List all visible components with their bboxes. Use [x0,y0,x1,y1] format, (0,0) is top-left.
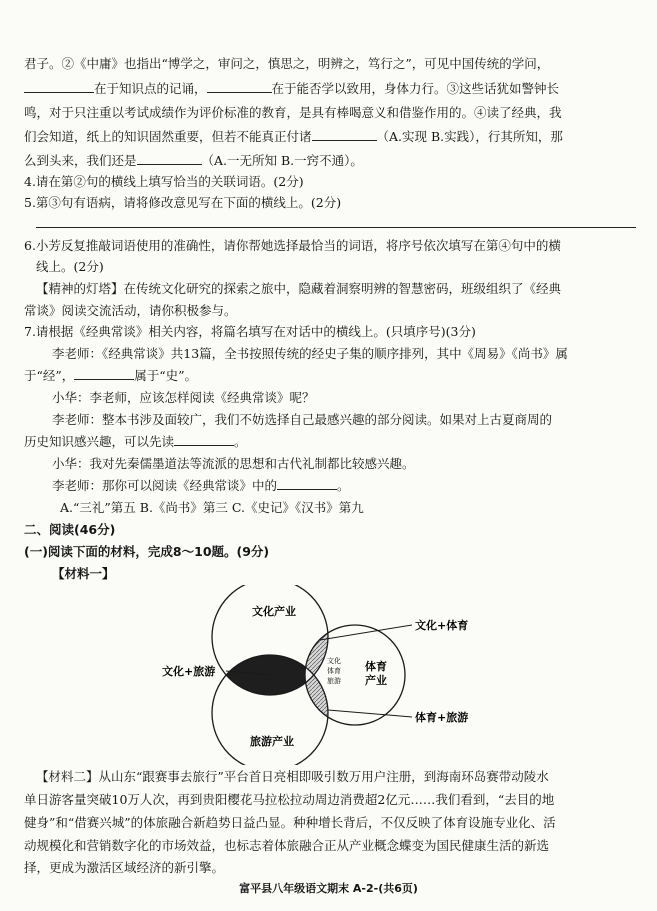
text-line-3 [24,104,562,122]
sports-label: 体育 [365,660,387,673]
right-top-pointer-line [320,625,412,640]
text-line-4 [24,128,563,146]
material-1-label: 【材料一】 [52,566,115,581]
section-intro [36,280,561,298]
answer-blank[interactable] [174,433,234,446]
question-4: 4.请在第②句的横线上填写恰当的关联词语。(2分) [24,174,304,189]
culture-label: 文化产业 [252,605,296,618]
options: A.“三礼”第五 B.《尚书》第三 C.《史记》《汉书》第九 [60,500,364,515]
page-footer: 富平县八年级语文期末 A-2-(共6页) [239,882,418,895]
text-segment: 。 [337,478,350,493]
material-2-line-4: 动规模化和营销数字化的市场效益，也标志着体旅融合正从产业概念蝶变为国民健康生活的新选 [24,838,550,853]
text-segment: 么到头来，我们还是 [24,153,137,168]
dialogue-student-2: 小华：我对先秦儒墨道法等流派的思想和古代礼制都比较感兴趣。 [52,456,415,471]
part-2-heading: 二、阅读(46分) [24,522,116,537]
text-segment: 在于知识点的记诵， [94,81,207,96]
center-label-2: 体育 [327,667,341,675]
question-7: 7.请根据《经典常谈》相关内容，将篇名填写在对话中的横线上。(只填序号)(3分) [24,324,476,339]
text-segment: （A.实现 B.实践），行其所知，那 [376,129,563,144]
dialogue-teacher-1-cont [24,367,197,385]
text-line-1 [24,55,549,73]
text-segment: 于“经”， [24,368,75,383]
material-2-line-1 [36,768,549,786]
text-line-5 [24,152,363,170]
answer-blank[interactable] [277,477,337,490]
sports-label-2: 产业 [365,674,387,687]
dialogue-teacher-2-cont [24,433,247,451]
answer-blank[interactable] [137,152,202,165]
sports-tourism-label: 体育+旅游 [415,711,469,724]
text-segment: （A.一无所知 B.一窍不通）。 [201,153,363,168]
text-segment: 在于能否学以致用，身体力行。③这些话犹如警钟长 [271,81,560,96]
answer-blank[interactable] [74,367,134,380]
text-line-2 [24,80,559,98]
question-6: 6.小芳反复推敲词语使用的准确性，请你帮她选择最恰当的词语，将序号依次填写在第④句中的横 [24,238,561,253]
culture-tourism-label: 文化+旅游 [162,665,216,678]
text-segment: 李老师：那你可以阅读《经典常谈》中的 [52,478,278,493]
answer-blank[interactable] [24,80,94,93]
answer-blank[interactable] [312,128,377,141]
answer-line[interactable] [36,227,636,228]
culture-sports-label: 文化+体育 [415,619,469,632]
text-segment: 们会知道，纸上的知识固然重要，但若不能真正付诸 [24,129,312,144]
dialogue-teacher-2: 李老师：整本书涉及面较广，我们不妨选择自己最感兴趣的部分阅读。如果对上古夏商周的 [52,412,553,427]
center-label-3: 旅游 [327,677,341,685]
part-2-subheading: (一)阅读下面的材料，完成8～10题。(9分) [24,544,270,559]
text-segment: 【材料二】从山东“跟赛事去旅行”平台首日亮相即吸引数万用户注册，到海南环岛赛带动陵水 [36,769,549,784]
tourism-label: 旅游产业 [250,735,294,748]
dialogue-student-1: 小华：李老师，应该怎样阅读《经典常谈》呢？ [52,390,315,405]
text-segment: 历史知识感兴趣，可以先读 [24,434,175,449]
answer-blank[interactable] [207,80,272,93]
question-6-cont: 线上。(2分) [36,259,104,274]
material-2-line-5: 择，更成为激活区域经济的新引擎。 [24,860,225,875]
text-segment: 。 [234,434,247,449]
dialogue-teacher-1: 李老师：《经典常谈》共13篇，全书按照传统的经史子集的顺序排列，其中《周易》《尚书》属 [52,346,568,361]
center-label-1: 文化 [327,657,341,665]
venn-diagram [140,585,520,765]
right-bottom-pointer-line [328,710,412,717]
section-intro-cont: 常谈》阅读交流活动，请你积极参与。 [24,303,237,318]
dialogue-teacher-3 [52,477,350,495]
text-segment: 君子。②《中庸》也指出“博学之，审问之，慎思之，明辨之，笃行之”，可见中国传统的学问， [24,56,550,71]
material-2-line-2: 单日游客量突破10万人次，再到贵阳樱花马拉松拉动周边消费超2亿元……我们看到，“去目的地 [24,792,555,807]
text-segment: 属于“史”。 [134,368,198,383]
material-2-line-3: 健身”和“借赛兴城”的体旅融合新趋势日益凸显。种种增长背后，不仅反映了体育设施专业化、活 [24,815,556,830]
question-5: 5.第③句有语病，请将修改意见写在下面的横线上。(2分) [24,195,342,210]
text-segment: 【精神的灯塔】在传统文化研究的探索之旅中，隐藏着洞察明辨的智慧密码，班级组织了《经典 [36,281,562,296]
text-segment: 鸣，对于只注重以考试成绩作为评价标准的教育，是具有棒喝意义和借鉴作用的。④读了经典，我 [24,105,562,120]
